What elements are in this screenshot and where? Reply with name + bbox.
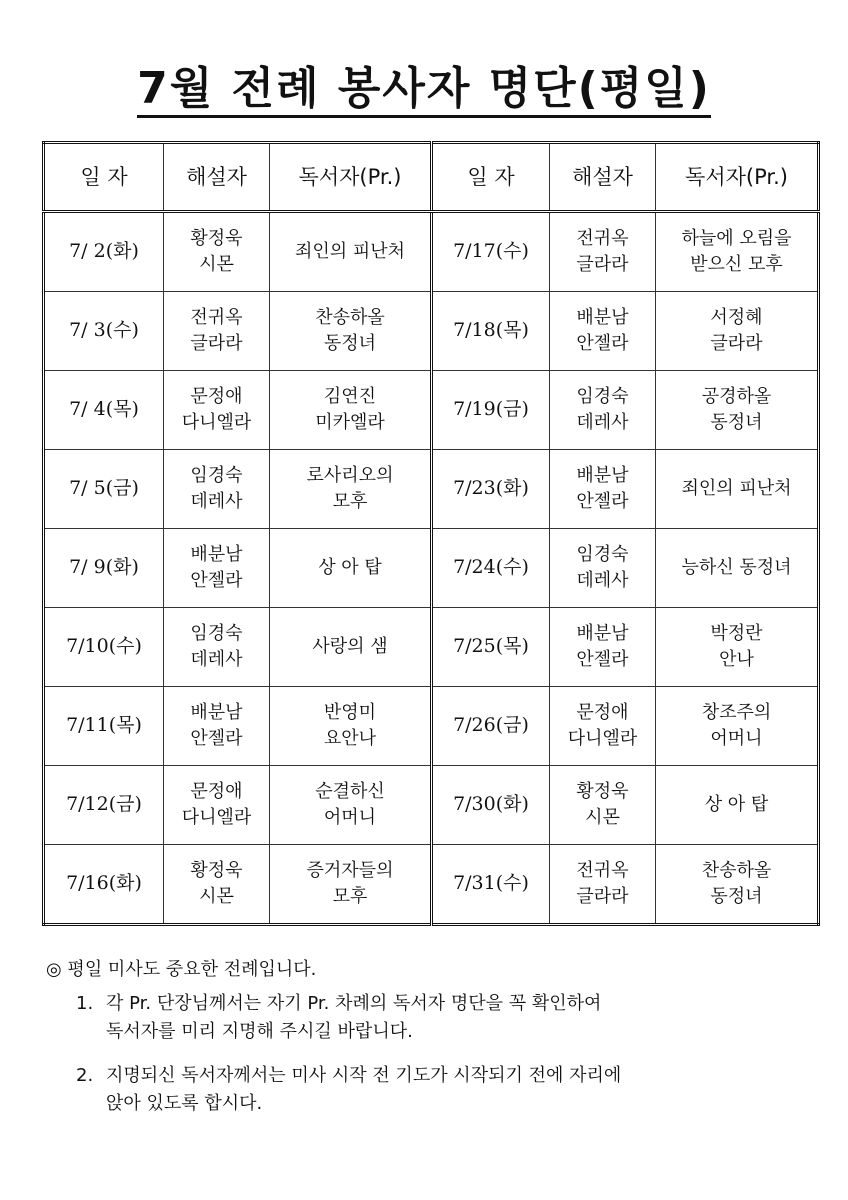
- date-cell: 7/23(화): [432, 449, 550, 528]
- note-line: 독서자를 미리 지명해 주시길 바랍니다.: [106, 1020, 413, 1042]
- commentator-cell: [550, 528, 656, 607]
- date-cell: 7/25(목): [432, 607, 550, 686]
- date-cell: 7/ 9(화): [44, 528, 164, 607]
- roster-body: [44, 212, 819, 925]
- note-number: 2.: [76, 1064, 94, 1086]
- commentator-cell-line: 임경숙: [576, 543, 629, 565]
- reader-cell: [270, 765, 432, 844]
- volunteer-roster-table: [42, 141, 820, 926]
- date-cell: 7/ 5(금): [44, 449, 164, 528]
- commentator-cell-line: 전귀옥: [576, 227, 629, 249]
- commentator-cell: [164, 292, 270, 371]
- commentator-cell-line: 시몬: [199, 885, 234, 907]
- reader-cell: [656, 607, 819, 686]
- commentator-cell-line: 안젤라: [190, 727, 243, 749]
- reader-cell-line: 로사리오의: [306, 464, 394, 486]
- table-row: [44, 449, 819, 528]
- commentator-cell-line: 배분남: [190, 543, 243, 565]
- note-line: 각 Pr. 단장님께서는 자기 Pr. 차례의 독서자 명단을 꼭 확인하여: [106, 992, 602, 1014]
- table-row: [44, 844, 819, 924]
- date-cell: 7/ 4(목): [44, 371, 164, 450]
- reader-cell: [270, 212, 432, 292]
- page-title: [0, 52, 848, 116]
- header-date: 일 자: [44, 143, 164, 212]
- commentator-cell: [550, 371, 656, 450]
- notes-lead: ◎ 평일 미사도 중요한 전례입니다.: [46, 959, 317, 980]
- reader-cell: [270, 371, 432, 450]
- reader-cell: [656, 844, 819, 924]
- header-reader: 독서자(Pr.): [656, 143, 819, 212]
- table-row: [44, 686, 819, 765]
- reader-cell-line: 글라라: [710, 333, 763, 354]
- date-cell: 7/19(금): [432, 371, 550, 450]
- reader-cell-line: 동정녀: [710, 885, 763, 907]
- reader-cell-line: 김연진: [323, 385, 377, 407]
- reader-cell: [270, 607, 432, 686]
- commentator-cell-line: 전귀옥: [190, 306, 243, 328]
- reader-cell-line: 상 아 탑: [704, 793, 769, 815]
- commentator-cell-line: 글라라: [576, 885, 629, 907]
- commentator-cell: [164, 449, 270, 528]
- note-text: [106, 1062, 826, 1118]
- header-row: [44, 143, 819, 212]
- reader-cell: [656, 292, 819, 371]
- table-row: [44, 607, 819, 686]
- note-line: 앉아 있도록 합시다.: [106, 1092, 263, 1114]
- reader-cell: [270, 844, 432, 924]
- commentator-cell-line: 임경숙: [576, 385, 629, 407]
- reader-cell-line: 순결하신: [315, 780, 385, 802]
- commentator-cell: [550, 607, 656, 686]
- reader-cell: [270, 449, 432, 528]
- table-row: [44, 292, 819, 371]
- reader-cell-line: 안나: [719, 648, 754, 670]
- reader-cell-line: 상 아 탑: [318, 556, 382, 578]
- reader-cell-line: 모후: [332, 885, 368, 907]
- commentator-cell-line: 시몬: [585, 806, 620, 828]
- commentator-cell-line: 안젤라: [576, 490, 629, 512]
- title-text: 7월 전례 봉사자 명단(평일): [137, 63, 711, 118]
- reader-cell-line: 동정녀: [710, 411, 763, 433]
- header-reader: 독서자(Pr.): [270, 143, 432, 212]
- reader-cell: [656, 212, 819, 292]
- header-commentator: 해설자: [550, 143, 656, 212]
- date-cell: 7/ 3(수): [44, 292, 164, 371]
- commentator-cell-line: 데레사: [576, 569, 629, 591]
- date-cell: 7/16(화): [44, 844, 164, 924]
- commentator-cell-line: 임경숙: [190, 464, 243, 486]
- table-row: [44, 528, 819, 607]
- commentator-cell: [164, 844, 270, 924]
- reader-cell-line: 어머니: [323, 806, 377, 828]
- table-row: [44, 371, 819, 450]
- commentator-cell: [164, 607, 270, 686]
- commentator-cell: [164, 371, 270, 450]
- date-cell: 7/12(금): [44, 765, 164, 844]
- note-number: 1.: [76, 992, 94, 1014]
- table-row: [44, 765, 819, 844]
- reader-cell-line: 찬송하올: [701, 859, 772, 881]
- commentator-cell: [550, 686, 656, 765]
- note-line: 지명되신 독서자께서는 미사 시작 전 기도가 시작되기 전에 자리에: [106, 1064, 622, 1086]
- table-row: [44, 212, 819, 292]
- reader-cell: [270, 528, 432, 607]
- reader-cell: [656, 371, 819, 450]
- commentator-cell-line: 데레사: [190, 648, 243, 670]
- date-cell: 7/ 2(화): [44, 212, 164, 292]
- commentator-cell-line: 글라라: [190, 333, 243, 354]
- commentator-cell-line: 글라라: [576, 254, 629, 275]
- reader-cell-line: 죄인의 피난처: [681, 477, 792, 499]
- commentator-cell-line: 배분남: [576, 464, 629, 486]
- reader-cell-line: 어머니: [710, 727, 763, 749]
- commentator-cell: [164, 528, 270, 607]
- reader-cell-line: 요안나: [323, 727, 377, 749]
- reader-cell-line: 창조주의: [701, 701, 772, 723]
- commentator-cell-line: 다니엘라: [181, 806, 252, 828]
- reader-cell-line: 받으신 모후: [690, 254, 783, 275]
- date-cell: 7/17(수): [432, 212, 550, 292]
- reader-cell: [656, 686, 819, 765]
- commentator-cell-line: 다니엘라: [567, 727, 638, 749]
- reader-cell-line: 하늘에 오림을: [681, 227, 792, 249]
- commentator-cell: [164, 765, 270, 844]
- date-cell: 7/10(수): [44, 607, 164, 686]
- commentator-cell-line: 데레사: [576, 411, 629, 433]
- commentator-cell: [550, 765, 656, 844]
- reader-cell: [270, 686, 432, 765]
- commentator-cell-line: 안젤라: [190, 569, 243, 591]
- commentator-cell: [164, 212, 270, 292]
- date-cell: 7/18(목): [432, 292, 550, 371]
- reader-cell-line: 반영미: [323, 701, 377, 723]
- date-cell: 7/30(화): [432, 765, 550, 844]
- date-cell: 7/11(목): [44, 686, 164, 765]
- commentator-cell: [550, 212, 656, 292]
- reader-cell-line: 미카엘라: [315, 411, 385, 433]
- commentator-cell: [550, 844, 656, 924]
- reader-cell-line: 증거자들의: [306, 859, 394, 881]
- commentator-cell-line: 문정애: [190, 385, 243, 407]
- reader-cell: [270, 292, 432, 371]
- commentator-cell-line: 안젤라: [576, 648, 629, 670]
- note-item: [76, 1062, 826, 1118]
- reader-cell-line: 죄인의 피난처: [294, 240, 406, 262]
- commentator-cell-line: 문정애: [576, 701, 629, 723]
- commentator-cell: [550, 292, 656, 371]
- commentator-cell-line: 다니엘라: [181, 411, 252, 433]
- notes-list: [46, 990, 826, 1118]
- reader-cell: [656, 765, 819, 844]
- reader-cell-line: 서정혜: [710, 306, 763, 328]
- date-cell: 7/26(금): [432, 686, 550, 765]
- reader-cell-line: 능하신 동정녀: [681, 556, 792, 578]
- commentator-cell-line: 데레사: [190, 490, 243, 512]
- commentator-cell-line: 배분남: [190, 701, 243, 723]
- reader-cell-line: 박정란: [710, 622, 763, 644]
- commentator-cell: [550, 449, 656, 528]
- reader-cell: [656, 528, 819, 607]
- note-text: [106, 990, 826, 1046]
- reader-cell-line: 모후: [332, 490, 368, 512]
- commentator-cell-line: 문정애: [190, 780, 243, 802]
- commentator-cell-line: 임경숙: [190, 622, 243, 644]
- commentator-cell-line: 배분남: [576, 306, 629, 328]
- reader-cell: [656, 449, 819, 528]
- date-cell: 7/24(수): [432, 528, 550, 607]
- commentator-cell-line: 시몬: [199, 254, 234, 275]
- header-commentator: 해설자: [164, 143, 270, 212]
- notes-section: [46, 956, 826, 1133]
- commentator-cell-line: 황정욱: [190, 227, 243, 249]
- note-item: [76, 990, 826, 1046]
- commentator-cell-line: 안젤라: [576, 333, 629, 354]
- reader-cell-line: 공경하올: [701, 385, 772, 407]
- date-cell: 7/31(수): [432, 844, 550, 924]
- commentator-cell-line: 배분남: [576, 622, 629, 644]
- commentator-cell: [164, 686, 270, 765]
- commentator-cell-line: 전귀옥: [576, 859, 629, 881]
- reader-cell-line: 찬송하올: [315, 306, 385, 328]
- commentator-cell-line: 황정욱: [190, 859, 243, 881]
- header-date: 일 자: [432, 143, 550, 212]
- commentator-cell-line: 황정욱: [576, 780, 629, 802]
- reader-cell-line: 동정녀: [323, 333, 377, 354]
- reader-cell-line: 사랑의 샘: [312, 635, 388, 657]
